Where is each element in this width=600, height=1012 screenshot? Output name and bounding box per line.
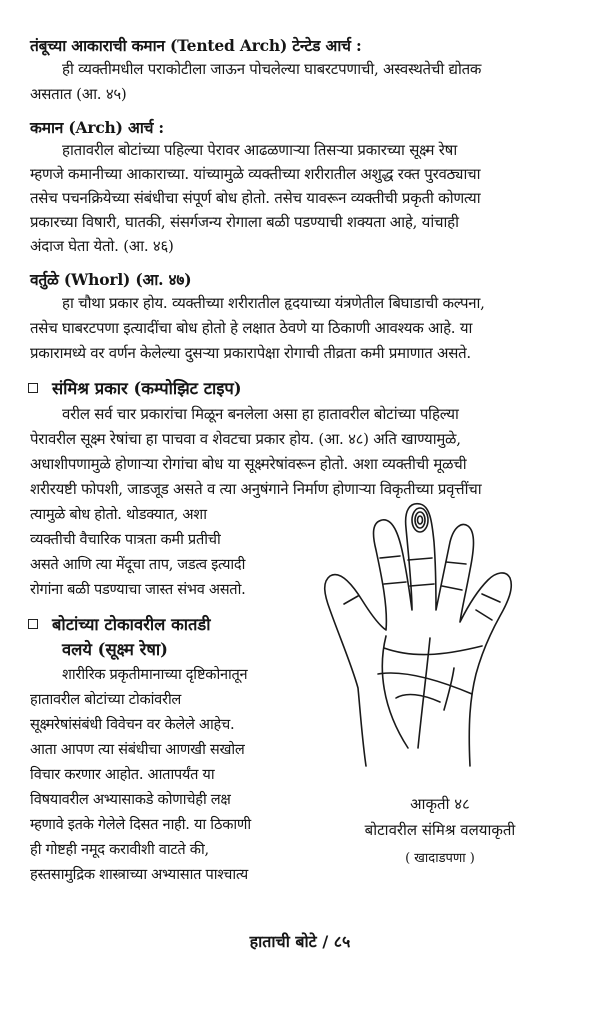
heading-composite bbox=[28, 376, 242, 399]
fingertip-col-line-1: शारीरिक प्रकृतीमानाच्या दृष्टिकोनातून bbox=[62, 666, 248, 683]
fingertip-col-line-3: सूक्ष्मरेषांसंबंधी विवेचन वर केलेले आहेच. bbox=[30, 716, 235, 733]
composite-col-line-4: रोगांना बळी पडण्याचा जास्त संभव असतो. bbox=[30, 581, 246, 598]
page-footer: हाताची बोटे / ८५ bbox=[249, 932, 351, 951]
arch-line-1: हातावरील बोटांच्या पहिल्या पेरावर आढळणाऱ्या तिसऱ्या प्रकारच्या सूक्ष्म रेषा bbox=[62, 141, 457, 159]
arch-line-2: म्हणजे कमानीच्या आकाराच्या. यांच्यामुळे व्यक्तीच्या शरीरातील अशुद्ध रक्त पुरवठ्याचा bbox=[30, 165, 481, 183]
composite-col-line-2: व्यक्तीची वैचारिक पात्रता कमी प्रतीची bbox=[30, 531, 221, 548]
composite-line-4: शरीरयष्टी फोपशी, जाडजूड असते व त्या अनुषंगाने निर्माण होणाऱ्या विकृतीच्या प्रवृत्तींचा bbox=[30, 480, 482, 498]
heading-arch: कमान (Arch) आर्च : bbox=[30, 118, 164, 137]
fingertip-col-line-6: विषयावरील अभ्यासाकडे कोणाचेही लक्ष bbox=[30, 791, 231, 808]
heading-tented-arch: तंबूच्या आकाराची कमान (Tented Arch) टेन्टेड आर्च : bbox=[30, 36, 362, 55]
fingertip-col-line-7: म्हणावे इतके गेलेले दिसत नाही. या ठिकाणी bbox=[30, 816, 251, 833]
heading-fingertip-line-2: वलये (सूक्ष्म रेषा) bbox=[62, 640, 168, 659]
arch-line-5: अंदाज घेता येतो. (आ. ४६) bbox=[30, 237, 174, 255]
composite-line-3: अधाशीपणामुळे होणाऱ्या रोगांचा बोध या सूक्ष्मरेषांवरून होतो. अशा व्यक्तीची मूळची bbox=[30, 455, 467, 473]
fingertip-col-line-4: आता आपण त्या संबंधीचा आणखी सखोल bbox=[30, 741, 245, 758]
tented-line-2: असतात (आ. ४५) bbox=[30, 85, 127, 103]
heading-fingertip bbox=[28, 612, 211, 635]
figure-number: आकृती ४८ bbox=[410, 795, 470, 813]
arch-line-3: तसेच पचनक्रियेच्या संबंधीचा संपूर्ण बोध होतो. तसेच यावरून व्यक्तीची प्रकृती कोणत्या bbox=[30, 189, 481, 207]
square-bullet-icon bbox=[28, 383, 38, 393]
figure-note: ( खादाडपणा ) bbox=[405, 851, 475, 866]
composite-col-line-1: त्यामुळे बोध होतो. थोडक्यात, अशा bbox=[30, 506, 207, 523]
composite-line-1: वरील सर्व चार प्रकारांचा मिळून बनलेला असा हा हातावरील बोटांच्या पहिल्या bbox=[62, 405, 459, 423]
fingertip-col-line-2: हातावरील बोटांच्या टोकांवरील bbox=[30, 691, 182, 708]
composite-col-line-3: असते आणि त्या मेंदूचा ताप, जडत्व इत्यादी bbox=[30, 556, 246, 573]
whorl-line-2: तसेच घाबरटपणा इत्यादींचा बोध होतो हे लक्षात ठेवणे या ठिकाणी आवश्यक आहे. या bbox=[30, 319, 473, 337]
fingertip-col-line-8: ही गोष्टही नमूद करावीशी वाटते की, bbox=[30, 841, 209, 858]
heading-whorl: वर्तुळे (Whorl) (आ. ४७) bbox=[30, 270, 192, 289]
fingertip-col-line-5: विचार करणार आहोत. आतापर्यंत या bbox=[30, 766, 215, 783]
hand-palm-illustration bbox=[322, 498, 562, 788]
tented-line-1: ही व्यक्तीमधील पराकोटीला जाऊन पोचलेल्या घाबरटपणाची, अस्वस्थतेची द्योतक bbox=[62, 60, 482, 78]
composite-line-2: पेरावरील सूक्ष्म रेषांचा हा पाचवा व शेवटचा प्रकार होय. (आ. ४८) अति खाण्यामुळे, bbox=[30, 430, 461, 448]
heading-fingertip-2 bbox=[62, 637, 168, 660]
heading-fingertip-line-1: बोटांच्या टोकावरील कातडी bbox=[52, 615, 211, 634]
whorl-line-1: हा चौथा प्रकार होय. व्यक्तीच्या शरीरातील हृदयाच्या यंत्रणेतील बिघाडाची कल्पना, bbox=[62, 294, 485, 312]
whorl-line-3: प्रकारामध्ये वर वर्णन केलेल्या दुसऱ्या प्रकारापेक्षा रोगाची तीव्रता कमी प्रमाणात असते. bbox=[30, 344, 471, 362]
heading-composite-text: संमिश्र प्रकार (कम्पोझिट टाइप) bbox=[52, 379, 242, 398]
arch-line-4: प्रकारच्या विषारी, घातकी, संसर्गजन्य रोगाला बळी पडण्याची शक्यता आहे, यांचाही bbox=[30, 213, 459, 231]
fingertip-col-line-9: हस्तसामुद्रिक शास्त्राच्या अभ्यासात पाश्चात्य bbox=[30, 866, 248, 883]
square-bullet-icon bbox=[28, 619, 38, 629]
figure-caption: बोटावरील संमिश्र वलयाकृती bbox=[364, 821, 516, 839]
